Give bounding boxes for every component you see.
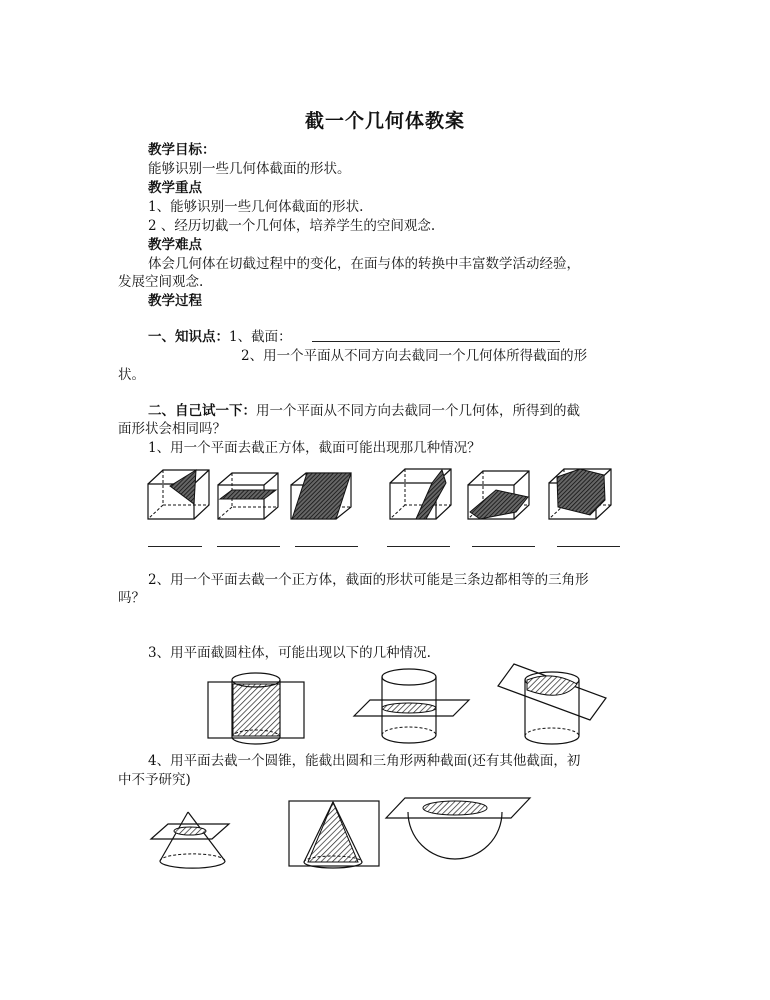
try-line-2: 面形状会相同吗？: [118, 421, 226, 437]
process-heading: 教学过程: [148, 293, 202, 309]
cone-circle-section: [151, 812, 229, 868]
cone-triangle-section: [289, 801, 379, 868]
question-4-line-2: 中不予研究): [118, 772, 191, 788]
question-2-line-1: 2、用一个平面去截一个正方体，截面的形状可能是三条边都相等的三角形: [148, 572, 589, 588]
question-3: 3、用平面截圆柱体，可能出现以下的几种情况.: [148, 645, 431, 661]
knowledge-item-2-line-1: 2、用一个平面从不同方向去截同一个几何体所得截面的形: [241, 348, 588, 364]
objectives-heading: 教学目标：: [148, 142, 216, 158]
difficulty-line-1: 体会几何体在切截过程中的变化，在面与体的转换中丰富数学活动经验，: [148, 256, 580, 272]
knowledge-item-1: 1、截面：: [229, 329, 292, 345]
page-title: 截一个几何体教案: [304, 110, 465, 132]
key-point-1: 1、能够识别一些几何体截面的形状.: [148, 199, 364, 215]
try-label: 二、自己试一下：: [148, 403, 256, 419]
sphere-circle-section: [386, 798, 530, 859]
key-points-heading: 教学重点: [148, 180, 202, 196]
difficulty-line-2: 发展空间观念.: [118, 274, 204, 290]
try-text: 用一个平面从不同方向去截同一个几何体，所得到的截: [256, 403, 580, 419]
question-4-line-1: 4、用平面去截一个圆锥，能截出圆和三角形两种截面(还有其他截面，初: [148, 753, 581, 769]
question-1: 1、用一个平面去截正方体，截面可能出现那几种情况？: [148, 440, 481, 456]
difficulty-heading: 教学难点: [148, 237, 202, 253]
key-point-2: 2 、经历切截一个几何体，培养学生的空间观念.: [148, 218, 436, 234]
question-2-line-2: 吗？: [118, 590, 145, 606]
objectives-text: 能够识别一些几何体截面的形状。: [148, 161, 351, 177]
knowledge-item-2-line-2: 状。: [118, 367, 145, 383]
knowledge-label: 一、知识点：: [148, 329, 229, 345]
